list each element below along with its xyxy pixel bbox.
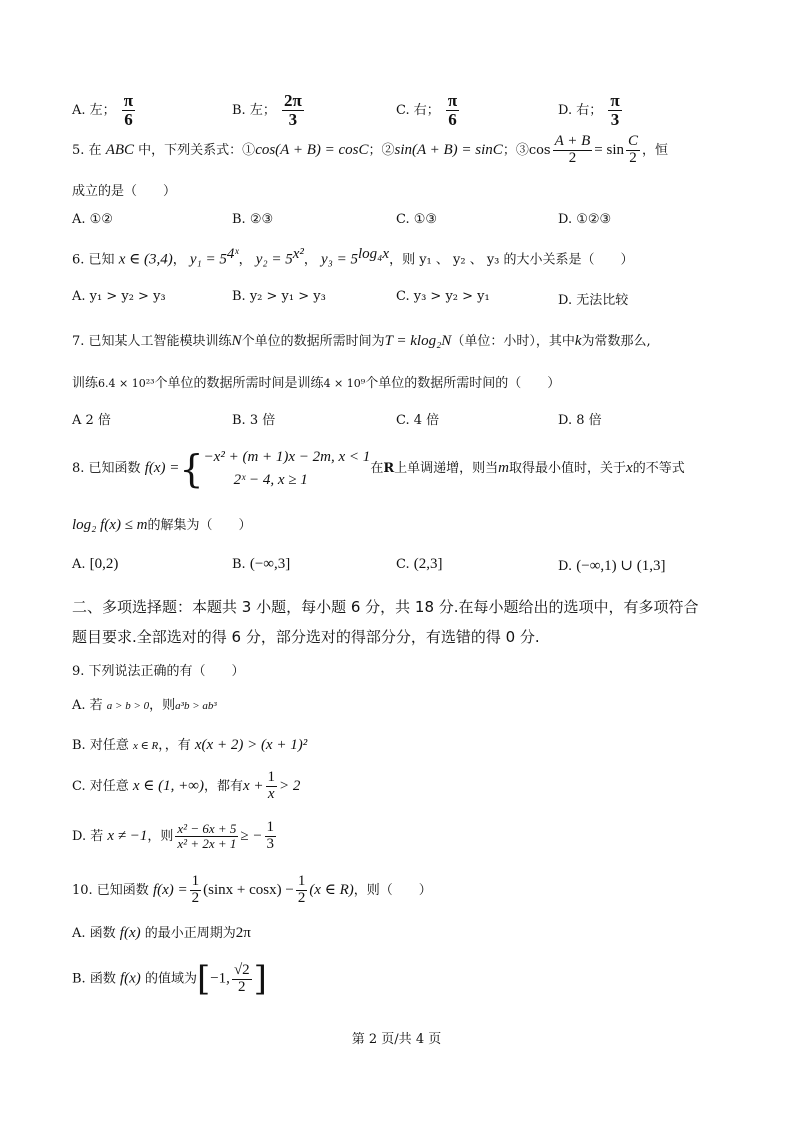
- q6-y3-exp: log₄x: [358, 246, 390, 262]
- q10-option-b: [72, 959, 267, 999]
- q6-y1: y₁ = 5: [189, 251, 227, 268]
- q9-option-d: [72, 820, 278, 853]
- q9-d-prefix: D. 若: [72, 828, 104, 844]
- q9-d-den: x² + 2x + 1: [177, 835, 237, 851]
- q5-stem-line2: 成立的是（ ）: [72, 184, 177, 199]
- q10-half-num2: 1: [297, 873, 306, 889]
- q8-after: 在: [370, 461, 384, 476]
- q8-a-value: [0,2): [89, 556, 119, 572]
- q9-a-res: a³b > ab³: [175, 700, 217, 712]
- q5-r3-eq: = sin: [594, 141, 624, 158]
- q5-prefix: 5. 在: [72, 142, 102, 158]
- q9-b-cond: x ∈ R: [132, 740, 159, 752]
- q5-r3-den: 2: [568, 149, 577, 166]
- q9-b-prefix: B. 对任意: [72, 738, 129, 753]
- q7-option-d: D. 8 倍: [558, 413, 602, 428]
- q4-a-den: 6: [124, 109, 133, 129]
- q5-triangle: ABC: [105, 141, 135, 158]
- q7-stem-line2: [72, 372, 560, 391]
- q8-m: m: [498, 460, 509, 476]
- q4-option-c: [396, 92, 461, 129]
- q9-d-ge: ≥ −: [240, 827, 263, 844]
- q8-a-label: A.: [72, 557, 86, 572]
- q8-inequality: log₂ f(x) ≤ m: [72, 517, 148, 533]
- q4-d-den: 3: [610, 109, 620, 129]
- q5-option-a: A. ①②: [72, 212, 113, 227]
- q8-option-a: [72, 556, 118, 573]
- q10-a-value: 2π: [235, 925, 251, 941]
- q7-option-c: C. 4 倍: [396, 413, 440, 428]
- q5-relation-1: cos(A + B) = cosC: [255, 141, 369, 158]
- q8-c-value: (2,3]: [413, 556, 443, 572]
- q9-c-mid: ，都有: [203, 778, 243, 794]
- q5-relation-2: sin(A + B) = sinC: [394, 141, 503, 158]
- q10-fx: f(x) =: [152, 881, 188, 898]
- q8-stem-line2: [72, 514, 252, 534]
- q5-option-b: B. ②③: [232, 212, 274, 227]
- q9-c-cond: x ∈ (1, +∞): [132, 777, 204, 794]
- q9-option-a: [72, 694, 217, 713]
- q8-b-label: B.: [232, 557, 246, 572]
- q8-b-value: (−∞,3]: [249, 556, 291, 572]
- q8-c-label: C.: [396, 557, 410, 572]
- q8-R: R: [383, 461, 395, 476]
- q9-d-mid: ，则: [147, 828, 174, 844]
- q7-option-b: B. 3 倍: [232, 413, 276, 428]
- q9-c-den: x: [267, 785, 275, 802]
- q10-b-den: 2: [238, 978, 246, 995]
- q7-n: N: [231, 333, 242, 349]
- q10-domain: (x ∈ R): [309, 881, 354, 898]
- q9-c-res-b: > 2: [279, 777, 301, 794]
- q10-a-text: A. 函数: [72, 926, 116, 941]
- q8-after2: 上单调递增，则当: [394, 461, 499, 476]
- q8-option-b: [232, 556, 290, 573]
- q9-b-res: x(x + 2) > (x + 1)²: [194, 737, 308, 753]
- q8-x: x: [626, 460, 633, 476]
- q10-prefix: 10. 已知函数: [72, 882, 149, 898]
- q8-option-c: [396, 556, 443, 573]
- q10-stem: [72, 874, 432, 907]
- q4-option-d-label: D. 右；: [558, 102, 603, 118]
- q4-c-den: 6: [448, 109, 457, 129]
- q4-b-den: 3: [288, 109, 298, 129]
- q8-after4: 的不等式: [632, 461, 685, 476]
- q5-sep2: ；③cos: [502, 142, 551, 158]
- q8-after3: 取得最小值时，关于: [509, 461, 627, 476]
- q9-stem: 9. 下列说法正确的有（ ）: [72, 664, 245, 679]
- q9-c-num: 1: [267, 769, 276, 785]
- q5-r3-num: A + B: [554, 133, 591, 149]
- q6-option-c: C. y₃ > y₂ > y₁: [396, 289, 490, 304]
- q6-y3: y₃ = 5: [321, 251, 359, 268]
- q7-value-2: 4 × 10⁹: [323, 377, 366, 390]
- q7-line1-a: 7. 已知某人工智能模块训练: [72, 334, 232, 349]
- q10-b-fx: f(x): [119, 970, 141, 987]
- q10-b-num: √2: [233, 961, 250, 978]
- q5-end: ，恒: [642, 142, 669, 158]
- q6-option-a: A. y₁ > y₂ > y₃: [72, 289, 166, 304]
- q9-c-prefix: C. 对任意: [72, 778, 129, 794]
- q7-line2-c: 个单位的数据所需时间的（ ）: [365, 376, 561, 391]
- q6-condition: x ∈ (3,4): [118, 251, 173, 268]
- q5-stem: [72, 134, 668, 167]
- q4-option-b-label: B. 左；: [232, 102, 276, 118]
- q4-option-c-label: C. 右；: [396, 102, 440, 118]
- section2-heading-line2: 题目要求.全部选对的得 6 分，部分选对的得部分分，有选错的得 0 分.: [72, 628, 540, 646]
- q7-k: k: [574, 333, 582, 349]
- q7-stem: [72, 330, 651, 350]
- q9-c-res-a: x +: [242, 777, 264, 794]
- q8-fx: f(x) =: [144, 460, 180, 476]
- q9-d-den2: 3: [266, 835, 274, 852]
- q5-option-d: D. ①②③: [558, 212, 612, 227]
- q4-a-num: π: [123, 91, 134, 110]
- q9-b-mid: ，有: [164, 738, 191, 753]
- q10-half-num: 1: [191, 873, 200, 889]
- q6-y2: y₂ = 5: [255, 251, 293, 268]
- q10-half-den: 2: [191, 889, 200, 906]
- q4-b-num: 2π: [283, 91, 302, 110]
- q6-end: ，则 y₁ 、 y₂ 、 y₃ 的大小关系是（ ）: [389, 252, 634, 268]
- q8-prefix: 8. 已知函数: [72, 461, 141, 476]
- q6-y2-exp: x²: [292, 246, 304, 262]
- q7-line1-c: （单位：小时），其中: [451, 334, 575, 349]
- q6-stem: 6. 已知 x ∈ (3,4)， $y_1 = 5^{4ˣ}$， $y_2 = 5^{x^2}$， $y_3 = 5^{log_4x}$，则 y₁ 、 y₂ 、 y₃ 的大小关系是（ ）: [72, 246, 634, 268]
- q7-line2-a: 训练: [72, 376, 99, 391]
- q10-b-text: B. 函数: [72, 971, 116, 987]
- q9-option-b: B. 对任意 x ∈ R，，有 x(x + 2) > (x + 1)²: [72, 737, 308, 753]
- q10-end: ，则（ ）: [353, 882, 432, 898]
- q8-case-1: −x² + (m + 1)x − 2m, x < 1: [203, 449, 371, 465]
- q10-half-den2: 2: [297, 889, 306, 906]
- q8-case-2: 2ˣ − 4, x ≥ 1: [233, 471, 308, 488]
- q9-a-prefix: A. 若: [72, 698, 103, 713]
- q4-option-a-label: A. 左；: [72, 102, 116, 118]
- section2-heading-line1: 二、多项选择题：本题共 3 小题，每小题 6 分，共 18 分.在每小题给出的选项中，有多项符合: [72, 598, 699, 616]
- q8-brace: {: [179, 446, 204, 491]
- q7-value-1: 6.4 × 10²³: [98, 377, 155, 390]
- q4-c-num: π: [447, 91, 458, 110]
- q10-a-fx: f(x): [119, 925, 141, 941]
- q4-option-a: [72, 92, 137, 129]
- q7-line1-d: 为常数那么,: [581, 334, 651, 349]
- q10-left-bracket: [: [196, 959, 211, 999]
- q4-d-num: π: [610, 91, 620, 110]
- q6-option-d: D. 无法比较: [558, 293, 629, 308]
- q8-d-value: (−∞,1) ∪ (1,3]: [576, 558, 666, 574]
- q4-option-d: [558, 92, 624, 129]
- q9-a-cond: a > b > 0: [106, 700, 150, 712]
- q8-line2-text: 的解集为（ ）: [147, 518, 252, 533]
- q5-sep1: ；②: [368, 142, 395, 158]
- q6-y1-exp: 4ˣ: [226, 246, 239, 262]
- q6-option-b: B. y₂ > y₁ > y₃: [232, 289, 326, 304]
- q9-d-num: x² − 6x + 5: [177, 821, 237, 837]
- q9-option-c: [72, 770, 300, 803]
- q10-b-lo: −1,: [210, 970, 230, 987]
- q7-formula: T = klog₂N: [384, 333, 452, 349]
- q10-option-a: [72, 922, 251, 942]
- q9-d-num2: 1: [266, 819, 274, 835]
- q7-line2-b: 个单位的数据所需时间是训练: [154, 376, 324, 391]
- q7-option-a: A 2 倍: [72, 413, 111, 428]
- q8-d-label: D.: [558, 559, 573, 574]
- q5-r3-num2: C: [628, 133, 639, 149]
- q10-b-mid: 的值域为: [144, 971, 197, 987]
- q9-d-cond: x ≠ −1: [107, 827, 148, 844]
- q10-term: (sinx + cosx) −: [203, 881, 294, 898]
- q7-line1-b: 个单位的数据所需时间为: [241, 334, 385, 349]
- page-footer: 第 2 页/共 4 页: [351, 1032, 442, 1047]
- q8-option-d: [558, 556, 665, 575]
- q4-option-b: [232, 92, 306, 129]
- q5-r3-den2: 2: [629, 149, 637, 166]
- q8-stem: [72, 446, 685, 491]
- q10-a-mid: 的最小正周期为: [144, 926, 236, 941]
- q6-prefix: 6. 已知: [72, 252, 115, 268]
- q5-option-c: C. ①③: [396, 212, 438, 227]
- q10-right-bracket: ]: [253, 959, 267, 999]
- q9-a-mid: ，则: [149, 698, 176, 713]
- q5-middle: 中，下列关系式：①: [138, 142, 256, 158]
